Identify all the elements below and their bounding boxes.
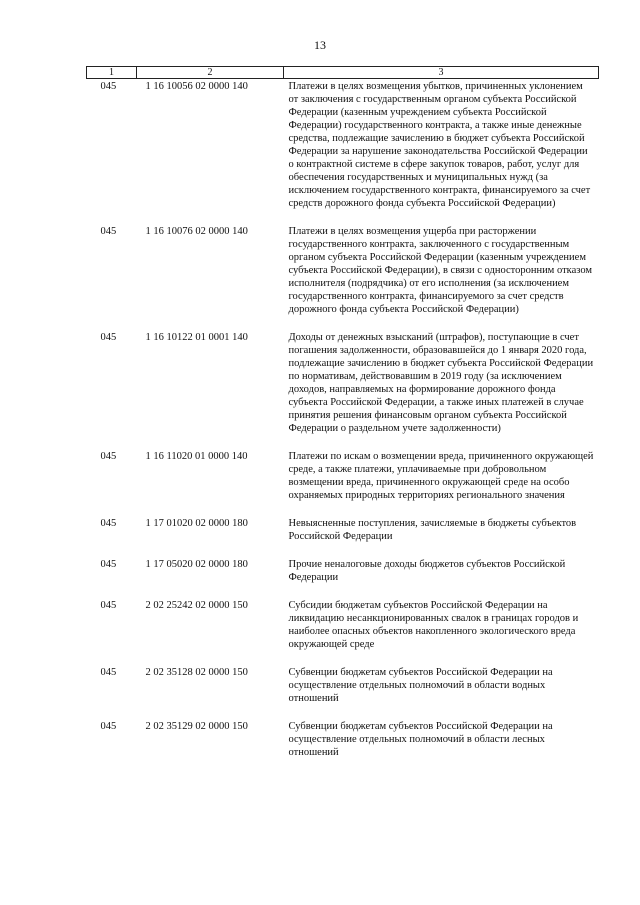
table-row xyxy=(87,449,599,516)
header-col-3: 3 xyxy=(284,67,599,79)
budget-code: 1 16 10076 02 0000 140 xyxy=(145,226,248,237)
table-row xyxy=(87,665,599,719)
budget-code: 1 16 10056 02 0000 140 xyxy=(145,81,248,92)
admin-code: 045 xyxy=(100,559,117,570)
admin-code: 045 xyxy=(100,81,117,92)
admin-code: 045 xyxy=(100,721,117,732)
admin-code: 045 xyxy=(100,667,117,678)
admin-code: 045 xyxy=(100,518,117,529)
table-header xyxy=(87,67,599,79)
admin-code: 045 xyxy=(100,332,117,343)
table-row xyxy=(87,516,599,557)
table-row xyxy=(87,598,599,665)
budget-code: 2 02 35128 02 0000 150 xyxy=(145,667,248,678)
table-row xyxy=(87,557,599,598)
page-number: 13 xyxy=(314,38,326,52)
table-row xyxy=(87,719,599,773)
budget-code: 1 17 05020 02 0000 180 xyxy=(145,559,248,570)
table-row xyxy=(87,79,599,225)
income-description: Платежи в целях возмещения ущерба при расторжении государственного контракта, заключенного с государственным органом субъекта Российской Федерации (казенным учреждением субъекта Российской Федерации), в связи с односторонним отказом исполнителя (подрядчика) от его исполнения (за исключением государственного контракта, финансируемого за счет средств дорожного фонда субъекта Российской Федерации) xyxy=(288,226,593,315)
table-body xyxy=(87,79,599,774)
income-description: Субвенции бюджетам субъектов Российской Федерации на осуществление отдельных полномочий в области лесных отношений xyxy=(288,721,553,758)
admin-code: 045 xyxy=(100,451,117,462)
budget-code: 2 02 35129 02 0000 150 xyxy=(145,721,248,732)
revenue-codes-table xyxy=(86,66,599,773)
admin-code: 045 xyxy=(100,600,117,611)
header-col-2: 2 xyxy=(137,67,284,79)
budget-code: 1 17 01020 02 0000 180 xyxy=(145,518,248,529)
income-description: Платежи по искам о возмещении вреда, причиненного окружающей среде, а также платежи, уплачиваемые при добровольном возмещении вреда, причиненного окружающей среде на особо охраняемых природных территориях регионального значения xyxy=(288,451,594,501)
table-row xyxy=(87,224,599,330)
income-description: Платежи в целях возмещения убытков, причиненных уклонением от заключения с государственным органом субъекта Российской Федерации (казенным учреждением субъекта Российской Федерации) государственного контракта, а также иные денежные средства, подлежащие зачислению в бюджет субъекта Российской Федерации за нарушение законодательства Российской Федерации о контрактной системе в сфере закупок товаров, работ, услуг для обеспечения государственных и муниципальных нужд (за исключением государственного контракта, финансируемого за счет средств дорожного фонда субъекта Российской Федерации) xyxy=(288,81,591,209)
income-description: Прочие неналоговые доходы бюджетов субъектов Российской Федерации xyxy=(288,559,566,583)
admin-code: 045 xyxy=(100,226,117,237)
income-description: Невыясненные поступления, зачисляемые в бюджеты субъектов Российской Федерации xyxy=(288,518,577,542)
income-description: Субсидии бюджетам субъектов Российской Федерации на ликвидацию несанкционированных свалок в границах городов и наиболее опасных объектов накопленного экологического вреда окружающей среде xyxy=(288,600,579,650)
budget-code: 1 16 11020 01 0000 140 xyxy=(145,451,248,462)
income-description: Доходы от денежных взысканий (штрафов), поступающие в счет погашения задолженности, образовавшейся до 1 января 2020 года, подлежащие зачислению в бюджет субъекта Российской Федерации по нормативам, действовавшим в 2019 году (за исключением доходов, направляемых на формирование дорожного фонда субъекта Российской Федерации, а также иных платежей в случае принятия решения финансовым органом субъекта Российской Федерации о раздельном учете задолженности) xyxy=(288,332,594,434)
header-row xyxy=(87,67,599,79)
budget-code: 2 02 25242 02 0000 150 xyxy=(145,600,248,611)
table-row xyxy=(87,330,599,449)
income-description: Субвенции бюджетам субъектов Российской Федерации на осуществление отдельных полномочий в области водных отношений xyxy=(288,667,553,704)
header-col-1: 1 xyxy=(87,67,137,79)
budget-code: 1 16 10122 01 0001 140 xyxy=(145,332,248,343)
